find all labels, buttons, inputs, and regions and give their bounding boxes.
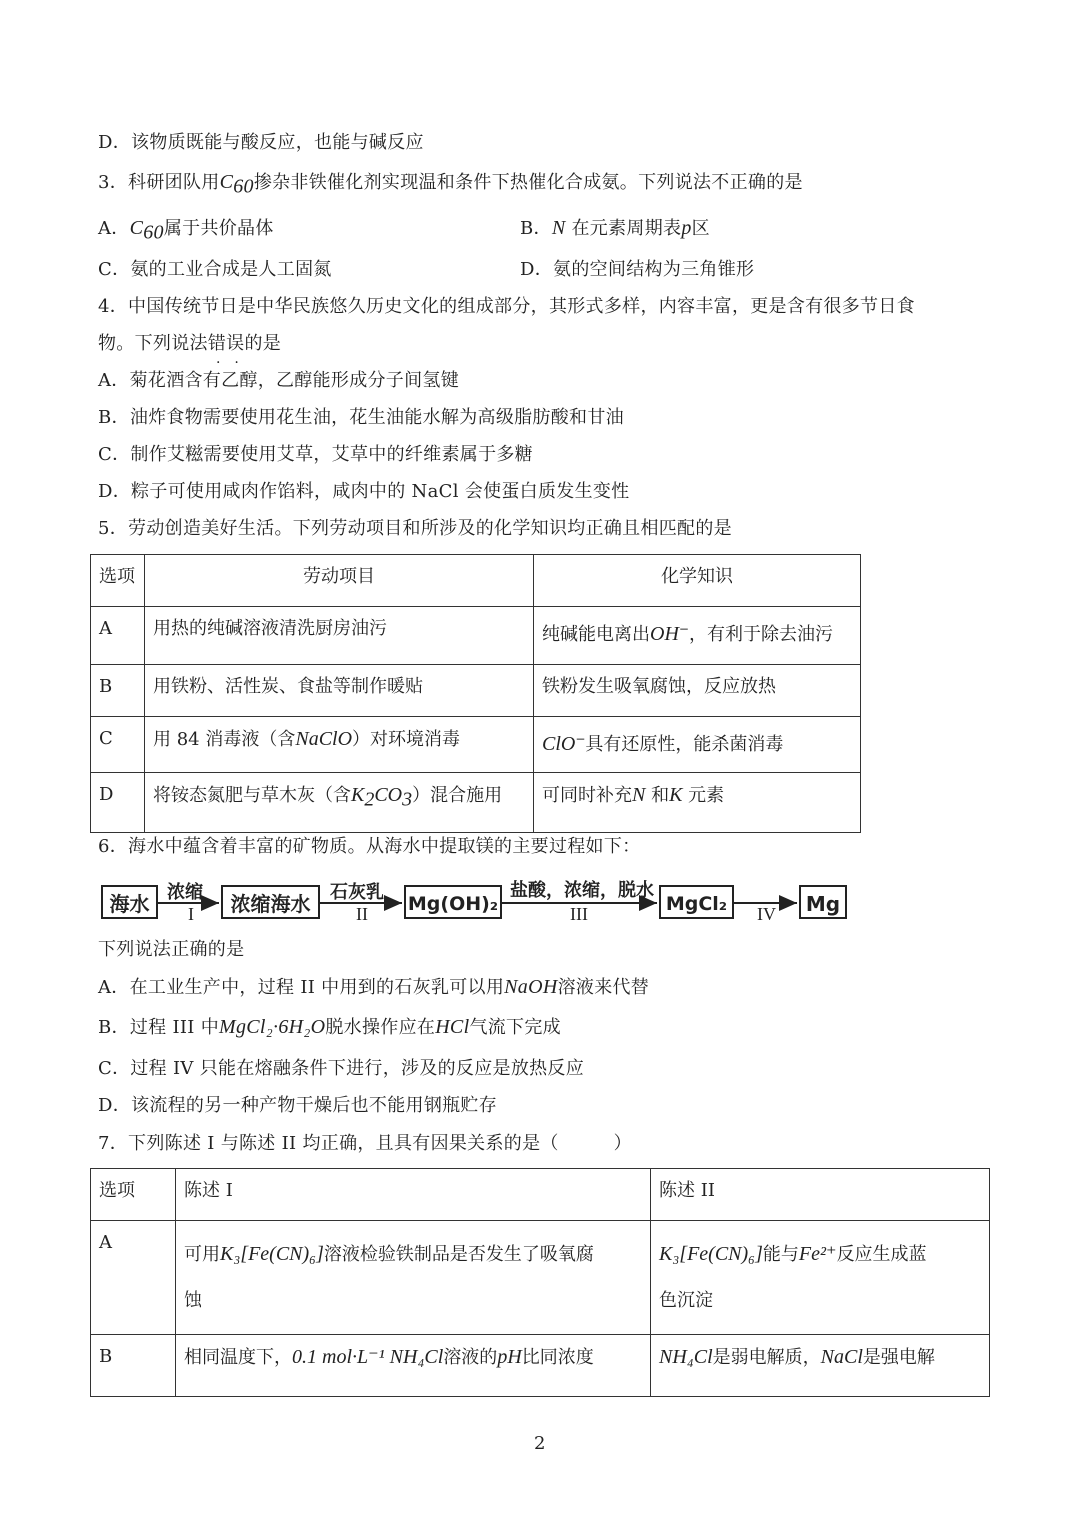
q6-option-b: B．过程 III 中MgCl₂·6H₂O脱水操作应在HCl气流下完成: [98, 1016, 561, 1038]
q4-stem-line2: 物。下列说法错误的是: [98, 333, 282, 354]
flow-box-concentrated-seawater: 浓缩海水: [221, 885, 320, 919]
q6-option-c: C．过程 IV 只能在熔融条件下进行，涉及的反应是放热反应: [98, 1058, 585, 1079]
q6-stem: 6．海水中蕴含着丰富的矿物质。从海水中提取镁的主要过程如下：: [98, 836, 641, 857]
q6-option-d: D．该流程的另一种产物干燥后也不能用钢瓶贮存: [98, 1095, 498, 1116]
flow-box-seawater: 海水: [101, 885, 158, 919]
q7-table: [90, 1168, 990, 1397]
flow-label: 浓缩: [167, 882, 203, 903]
flow-step: III: [570, 904, 588, 924]
q5-stem: 5．劳动创造美好生活。下列劳动项目和所涉及的化学知识均正确且相匹配的是: [98, 518, 732, 539]
table-header: 劳动项目: [145, 555, 534, 607]
q4-option-c: C．制作艾糍需要使用艾草，艾草中的纤维素属于多糖: [98, 444, 533, 465]
flow-step: II: [356, 904, 368, 924]
table-cell-option: A: [91, 607, 145, 665]
page-number: 2: [534, 1433, 546, 1454]
q6-ask: 下列说法正确的是: [98, 939, 245, 960]
table-cell-option: B: [91, 665, 145, 717]
table-cell-item: 用热的纯碱溶液清洗厨房油污: [145, 607, 534, 665]
q4-stem-line1: 4．中国传统节日是中华民族悠久历史文化的组成部分，其形式多样，内容丰富，更是含有很多节日食: [98, 296, 915, 317]
table-cell-knowledge: ClO−具有还原性，能杀菌消毒: [534, 717, 861, 773]
table-cell-option: A: [91, 1221, 176, 1335]
table-header: 选项: [91, 1169, 176, 1221]
q3-option-b: B．N 在元素周期表p区: [520, 217, 710, 239]
table-cell-knowledge: 铁粉发生吸氧腐蚀，反应放热: [534, 665, 861, 717]
q3-stem: 3．科研团队用$C_{60}$掺杂非铁催化剂实现温和条件下热催化合成氨。下列说法不正确的是: [98, 171, 803, 198]
flow-box-mg: Mg: [799, 885, 847, 919]
table-cell-statement-2: NH₄Cl是弱电解质，NaCl是强电解: [651, 1335, 990, 1397]
q6-option-a: A．在工业生产中，过程 II 中用到的石灰乳可以用NaOH溶液来代替: [98, 976, 650, 998]
table-cell-statement-1: 相同温度下，0.1 mol·L⁻¹ NH₄Cl溶液的pH比同浓度: [176, 1335, 651, 1397]
table-cell-option: B: [91, 1335, 176, 1397]
q2-option-d: D．该物质既能与酸反应，也能与碱反应: [98, 132, 424, 153]
q4-option-a: A．菊花酒含有乙醇，乙醇能形成分子间氢键: [98, 370, 459, 391]
flow-label: 盐酸，浓缩，脱水: [510, 880, 654, 901]
table-cell-knowledge: 纯碱能电离出OH−，有利于除去油污: [534, 607, 861, 665]
flow-box-mg-oh2: Mg(OH)₂: [404, 885, 502, 919]
q4-option-b: B．油炸食物需要使用花生油，花生油能水解为高级脂肪酸和甘油: [98, 407, 624, 428]
table-cell-item: 用 84 消毒液（含NaClO）对环境消毒: [145, 717, 534, 773]
q3-option-c: C．氨的工业合成是人工固氮: [98, 259, 332, 280]
table-cell-statement-1: 可用K₃[Fe(CN)₆]溶液检验铁制品是否发生了吸氧腐 蚀: [176, 1221, 651, 1335]
table-cell-knowledge: 可同时补充N 和K 元素: [534, 773, 861, 833]
table-header: 选项: [91, 555, 145, 607]
table-cell-item: 用铁粉、活性炭、食盐等制作暖贴: [145, 665, 534, 717]
q3-option-d: D．氨的空间结构为三角锥形: [520, 259, 755, 280]
table-row: [91, 1335, 990, 1397]
table-header: 陈述 I: [176, 1169, 651, 1221]
table-cell-option: D: [91, 773, 145, 833]
table-header: 陈述 II: [651, 1169, 990, 1221]
table-cell-item: 将铵态氮肥与草木灰（含$K_2CO_3$）混合施用: [145, 773, 534, 833]
flow-label: 石灰乳: [330, 882, 384, 903]
q7-stem: 7．下列陈述 I 与陈述 II 均正确，且具有因果关系的是（ ）: [98, 1133, 632, 1154]
flow-step: I: [188, 904, 194, 924]
flow-step: IV: [757, 904, 776, 924]
table-header: 化学知识: [534, 555, 861, 607]
flow-box-mgcl2: MgCl₂: [659, 885, 734, 919]
table-cell-statement-2: K₃[Fe(CN)₆]能与Fe²⁺反应生成蓝 色沉淀: [651, 1221, 990, 1335]
q4-option-d: D．粽子可使用咸肉作馅料，咸肉中的 NaCl 会使蛋白质发生变性: [98, 481, 630, 502]
q3-option-a: A．$C_{60}$属于共价晶体: [98, 217, 274, 244]
table-row: [91, 1221, 990, 1335]
table-cell-option: C: [91, 717, 145, 773]
